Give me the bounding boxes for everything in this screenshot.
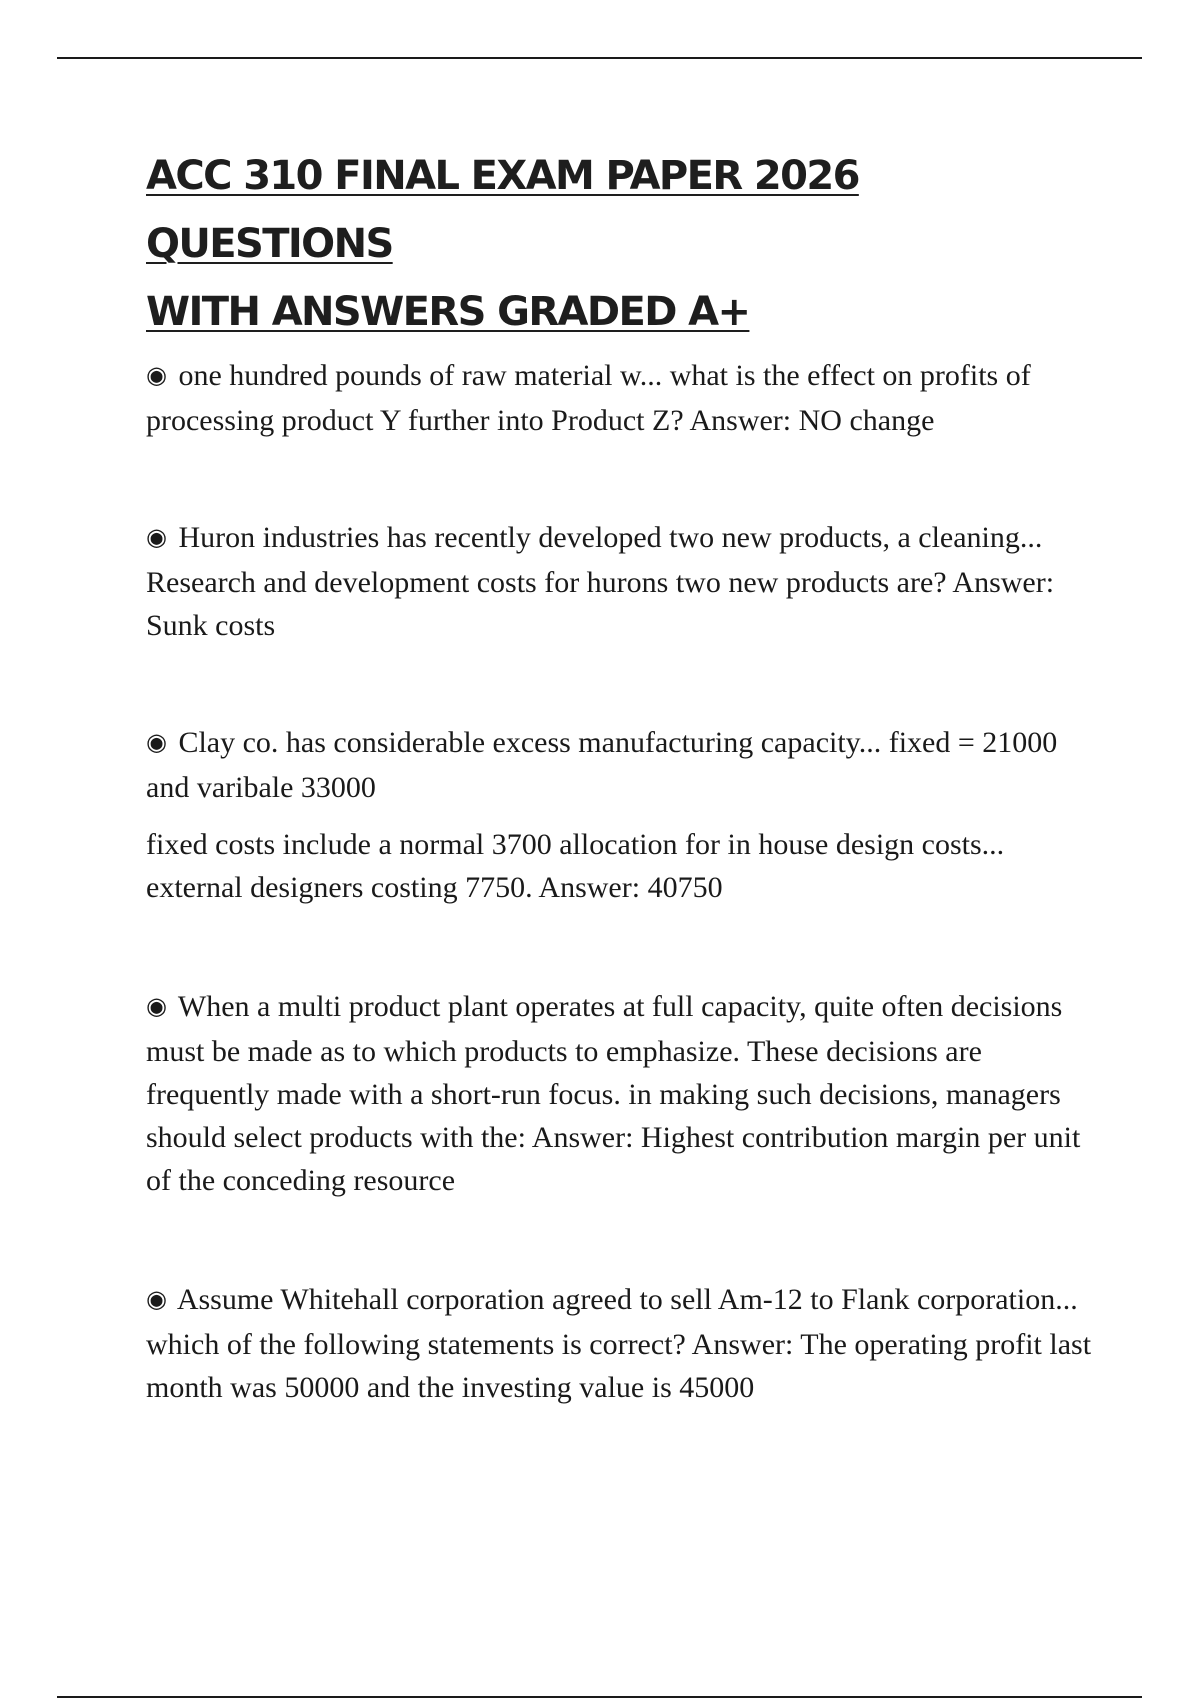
question-text: Assume Whitehall corporation agreed to sell Am-12 to Flank corporation... which of the following statements is correct? Answer: The operating profit last month was 50000 and the investing value is 45000 bbox=[146, 1283, 1092, 1404]
title-line-1: ACC 310 FINAL EXAM PAPER 2026 QUESTIONS bbox=[146, 153, 859, 267]
question-item bbox=[146, 1278, 1096, 1409]
radio-bullet-icon: ◉ bbox=[146, 361, 167, 389]
question-item bbox=[146, 354, 1096, 442]
question-item bbox=[146, 516, 1096, 647]
top-divider bbox=[57, 57, 1142, 59]
question-text: Clay co. has considerable excess manufacturing capacity... fixed = 21000 and varibale 33000 bbox=[146, 726, 1058, 804]
radio-bullet-icon: ◉ bbox=[146, 523, 167, 551]
radio-bullet-icon: ◉ bbox=[146, 1285, 167, 1313]
radio-bullet-icon: ◉ bbox=[146, 992, 167, 1020]
radio-bullet-icon: ◉ bbox=[146, 728, 167, 756]
question-item bbox=[146, 985, 1096, 1202]
question-text: Huron industries has recently developed two new products, a cleaning... Research and development costs for hurons two new products are? Answer: Sunk costs bbox=[146, 521, 1055, 642]
document-title bbox=[146, 142, 1106, 346]
question-text: one hundred pounds of raw material w... what is the effect on profits of processing product Y further into Product Z? Answer: NO change bbox=[146, 359, 1031, 437]
question-text: When a multi product plant operates at full capacity, quite often decisions must be made as to which products to emphasize. These decisions are frequently made with a short-run focus. in making such decisions, managers should select products with the: Answer: Highest contribution margin per unit of the conceding resource bbox=[146, 990, 1081, 1197]
title-line-2: WITH ANSWERS GRADED A+ bbox=[146, 289, 750, 335]
question-item bbox=[146, 721, 1096, 809]
question-continuation: fixed costs include a normal 3700 allocation for in house design costs... external designers costing 7750. Answer: 40750 bbox=[146, 828, 1005, 904]
bottom-divider bbox=[57, 1696, 1142, 1698]
